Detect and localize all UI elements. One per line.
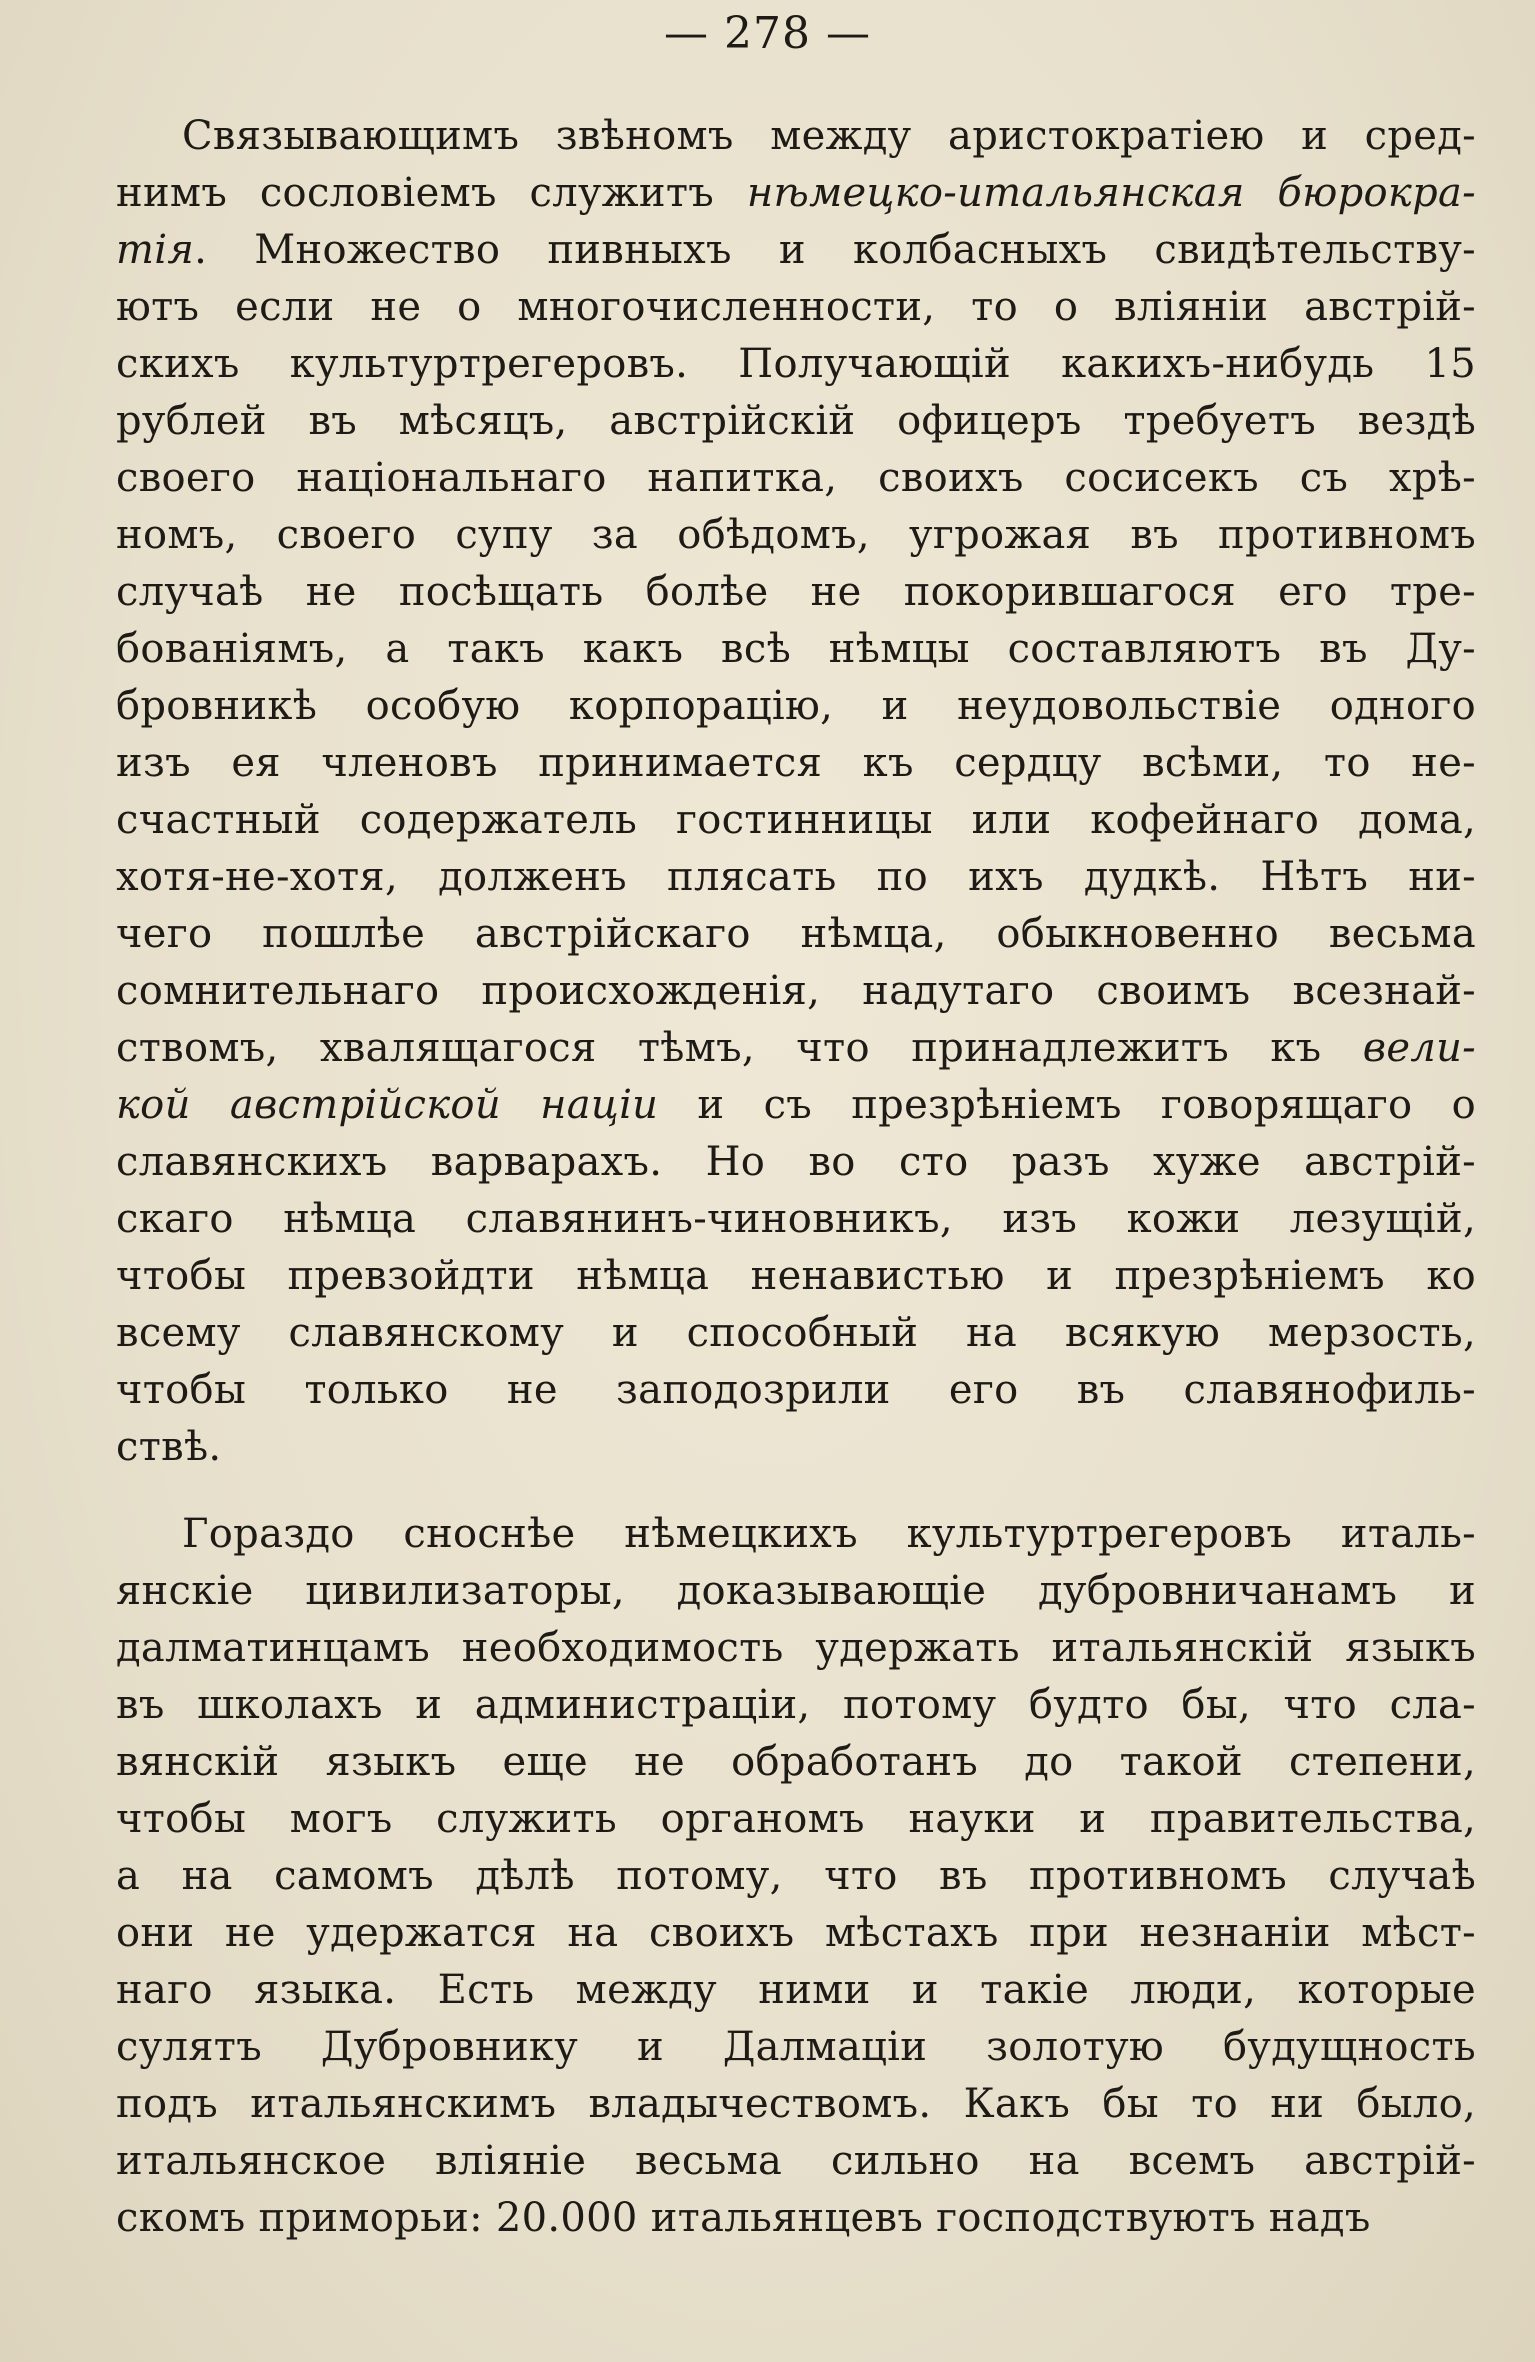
text-segment: чтобы только не заподозрили его въ славянофиль- [116,1367,1476,1413]
paragraph [116,108,1476,1476]
text-line [116,1020,1476,1077]
text-segment: рублей въ мѣсяцъ, австрійскій офицеръ требуетъ вездѣ [116,398,1476,444]
text-line [116,963,1476,1020]
text-line [116,279,1476,336]
text-segment: всему славянскому и способный на всякую мерзость, [116,1310,1476,1356]
italic-text: тія [116,227,195,273]
text-line [116,735,1476,792]
text-segment: нимъ сословіемъ служитъ [116,170,747,216]
body-text [116,108,1476,2247]
text-line [116,108,1476,165]
text-segment: чтобы превзойдти нѣмца ненавистью и презрѣніемъ ко [116,1253,1476,1299]
text-line [116,1563,1476,1620]
text-line [116,792,1476,849]
text-line [116,1248,1476,1305]
text-line [116,1791,1476,1848]
text-line [116,1848,1476,1905]
text-line [116,1905,1476,1962]
text-line [116,1362,1476,1419]
italic-text: нѣмецко-итальянская бюрокра- [746,170,1476,216]
page-number: — 278 — [664,8,871,59]
text-segment: вянскій языкъ еще не обработанъ до такой степени, [116,1739,1476,1785]
text-segment: итальянское вліяніе весьма сильно на всемъ австрій- [116,2138,1476,2184]
text-line [116,849,1476,906]
text-line [116,165,1476,222]
text-segment: бровникѣ особую корпорацію, и неудовольствіе одного [116,683,1476,729]
text-segment: далматинцамъ необходимость удержать итальянскій языкъ [116,1625,1476,1671]
text-line [116,1305,1476,1362]
paragraph [116,1506,1476,2247]
text-segment: Гораздо сноснѣе нѣмецкихъ культуртрегеровъ италь- [182,1511,1476,1557]
text-segment: скихъ культуртрегеровъ. Получающій какихъ-нибудь 15 [116,341,1476,387]
text-segment: скомъ приморьи: 20.000 итальянцевъ господствуютъ надъ [116,2195,1371,2241]
text-line [116,1734,1476,1791]
text-segment: ствомъ, хвалящагося тѣмъ, что принадлежитъ къ [116,1025,1363,1071]
text-line [116,1134,1476,1191]
italic-text: вели- [1362,1025,1476,1071]
text-line [116,450,1476,507]
text-line [116,1077,1476,1134]
text-segment: бованіямъ, а такъ какъ всѣ нѣмцы составляютъ въ Ду- [116,626,1476,672]
text-segment: номъ, своего супу за обѣдомъ, угрожая въ противномъ [116,512,1476,558]
text-segment: ствѣ. [116,1424,222,1470]
text-segment: ютъ если не о многочисленности, то о вліяніи австрій- [116,284,1476,330]
text-line [116,1191,1476,1248]
text-segment: и съ презрѣніемъ говорящаго о [658,1082,1477,1128]
text-line [116,1962,1476,2019]
text-segment: Связывающимъ звѣномъ между аристократіею и сред- [182,113,1476,159]
text-line [116,1620,1476,1677]
text-segment: скаго нѣмца славянинъ-чиновникъ, изъ кожи лезущій, [116,1196,1476,1242]
text-line [116,222,1476,279]
text-segment: своего національнаго напитка, своихъ сосисекъ съ хрѣ- [116,455,1476,501]
text-segment: они не удержатся на своихъ мѣстахъ при незнаніи мѣст- [116,1910,1476,1956]
text-segment: чтобы могъ служить органомъ науки и правительства, [116,1796,1476,1842]
text-segment: въ школахъ и администраціи, потому будто бы, что сла- [116,1682,1476,1728]
text-line [116,1419,1476,1476]
text-segment: сулятъ Дубровнику и Далмаціи золотую будущность [116,2024,1476,2070]
text-line [116,2133,1476,2190]
text-segment: . Множество пивныхъ и колбасныхъ свидѣтельству- [194,227,1476,273]
italic-text: кой австрійской націи [116,1082,659,1128]
text-line [116,621,1476,678]
text-segment: хотя-не-хотя, долженъ плясать по ихъ дудкѣ. Нѣтъ ни- [116,854,1476,900]
text-segment: славянскихъ варварахъ. Но во сто разъ хуже австрій- [116,1139,1476,1185]
text-segment: наго языка. Есть между ними и такіе люди, которые [116,1967,1476,2013]
text-line [116,507,1476,564]
text-segment: случаѣ не посѣщать болѣе не покорившагося его тре- [116,569,1476,615]
text-line [116,336,1476,393]
text-line [116,393,1476,450]
text-segment: изъ ея членовъ принимается къ сердцу всѣми, то не- [116,740,1476,786]
text-segment: сомнительнаго происхожденія, надутаго своимъ всезнай- [116,968,1476,1014]
text-line [116,564,1476,621]
text-line [116,2190,1476,2247]
text-line [116,1677,1476,1734]
text-segment: чего пошлѣе австрійскаго нѣмца, обыкновенно весьма [116,911,1476,957]
paragraph-gap [116,1476,1476,1506]
text-segment: счастный содержатель гостинницы или кофейнаго дома, [116,797,1476,843]
text-line [116,906,1476,963]
text-line [116,2019,1476,2076]
text-segment: подъ итальянскимъ владычествомъ. Какъ бы то ни было, [116,2081,1476,2127]
text-line [116,2076,1476,2133]
text-line [116,1506,1476,1563]
text-segment: а на самомъ дѣлѣ потому, что въ противномъ случаѣ [116,1853,1476,1899]
text-segment: янскіе цивилизаторы, доказывающіе дубровничанамъ и [116,1568,1476,1614]
text-line [116,678,1476,735]
